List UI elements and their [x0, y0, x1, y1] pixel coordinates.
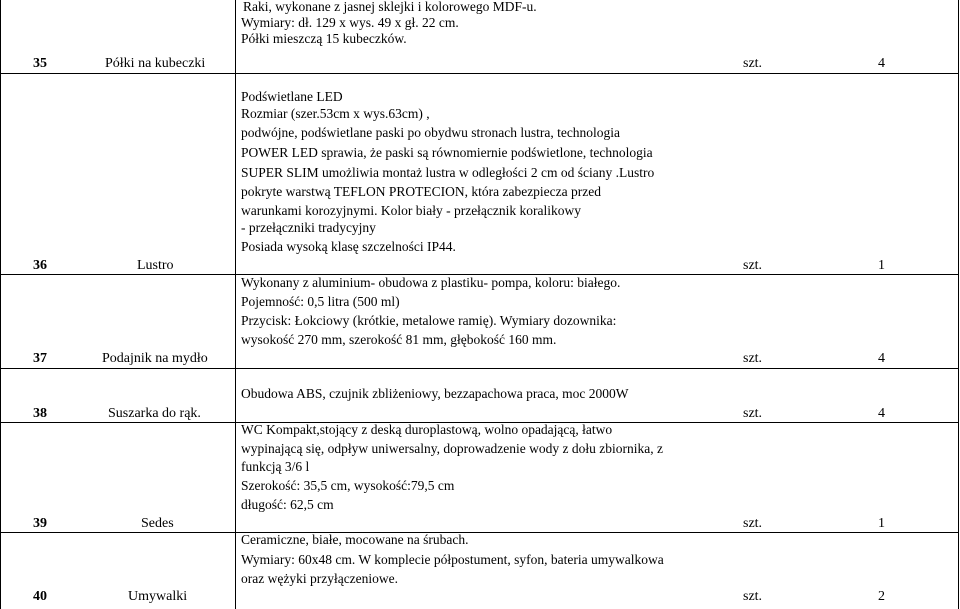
item-description-line: Pojemność: 0,5 litra (500 ml): [241, 294, 400, 309]
item-description-line: pokryte warstwą TEFLON PROTECION, która zabezpiecza przed: [241, 184, 602, 199]
quantity-value: 2: [878, 589, 885, 604]
item-description-line: Wymiary: dł. 129 x wys. 49 x gł. 22 cm.: [241, 15, 459, 30]
quantity-value: 1: [878, 258, 885, 273]
item-description-line: POWER LED sprawia, że paski są równomiernie podświetlone, technologia: [241, 145, 653, 160]
item-description-line: Półki mieszczą 15 kubeczków.: [241, 31, 407, 46]
quantity-value: 4: [878, 56, 885, 71]
unit-label: szt.: [743, 56, 763, 71]
unit-label: szt.: [743, 589, 763, 604]
grid-line: [958, 0, 959, 609]
item-description-line: SUPER SLIM umożliwia montaż lustra w odległości 2 cm od ściany .Lustro: [241, 165, 655, 180]
unit-label: szt.: [743, 406, 763, 421]
grid-line: [0, 73, 959, 74]
row-number: 38: [33, 406, 47, 421]
item-description-line: Ceramiczne, białe, mocowane na śrubach.: [241, 532, 469, 547]
quantity-value: 4: [878, 351, 885, 366]
item-description-line: funkcją 3/6 l: [241, 459, 310, 474]
row-number: 37: [33, 351, 47, 366]
item-description-line: długość: 62,5 cm: [241, 497, 334, 512]
item-description-line: - przełączniki tradycyjny: [241, 220, 376, 235]
item-description-line: Szerokość: 35,5 cm, wysokość:79,5 cm: [241, 478, 455, 493]
item-name: Półki na kubeczki: [105, 56, 206, 71]
unit-label: szt.: [743, 351, 763, 366]
item-description-line: warunkami korozyjnymi. Kolor biały - przełącznik koralikowy: [241, 203, 582, 218]
row-number: 39: [33, 516, 47, 531]
item-description-line: podwójne, podświetlane paski po obydwu stronach lustra, technologia: [241, 125, 621, 140]
row-number: 36: [33, 258, 47, 273]
quantity-value: 4: [878, 406, 885, 421]
unit-label: szt.: [743, 258, 763, 273]
item-description-line: Przycisk: Łokciowy (krótkie, metalowe ramię). Wymiary dozownika:: [241, 313, 617, 328]
row-number: 40: [33, 589, 47, 604]
item-name: Podajnik na mydło: [102, 351, 208, 366]
item-description-line: oraz wężyki przyłączeniowe.: [241, 571, 399, 586]
grid-line: [0, 532, 959, 533]
unit-label: szt.: [743, 516, 763, 531]
item-description-line: Wykonany z aluminium- obudowa z plastiku- pompa, koloru: białego.: [241, 275, 621, 290]
item-name: Umywalki: [128, 589, 188, 604]
item-description-line: Obudowa ABS, czujnik zbliżeniowy, bezzapachowa praca, moc 2000W: [241, 386, 629, 401]
item-description-line: Posiada wysoką klasę szczelności IP44.: [241, 239, 456, 254]
item-description-line: Raki, wykonane z jasnej sklejki i kolorowego MDF-u.: [243, 0, 537, 14]
item-description-line: wypinającą się, odpływ uniwersalny, doprowadzenie wody z dołu zbiornika, z: [241, 441, 664, 456]
grid-line: [235, 0, 236, 609]
item-description-line: wysokość 270 mm, szerokość 81 mm, głębokość 160 mm.: [241, 332, 557, 347]
item-description-line: Podświetlane LED: [241, 89, 343, 104]
grid-line: [0, 368, 959, 369]
item-name: Sedes: [141, 516, 174, 531]
row-number: 35: [33, 56, 47, 71]
item-description-line: WC Kompakt,stojący z deską duroplastową, wolno opadającą, łatwo: [241, 422, 613, 437]
item-name: Lustro: [137, 258, 174, 273]
item-description-line: Rozmiar (szer.53cm x wys.63cm) ,: [241, 106, 430, 121]
grid-line: [0, 0, 1, 609]
quantity-value: 1: [878, 516, 885, 531]
item-description-line: Wymiary: 60x48 cm. W komplecie półpostument, syfon, bateria umywalkowa: [241, 552, 664, 567]
item-name: Suszarka do rąk.: [108, 406, 201, 421]
